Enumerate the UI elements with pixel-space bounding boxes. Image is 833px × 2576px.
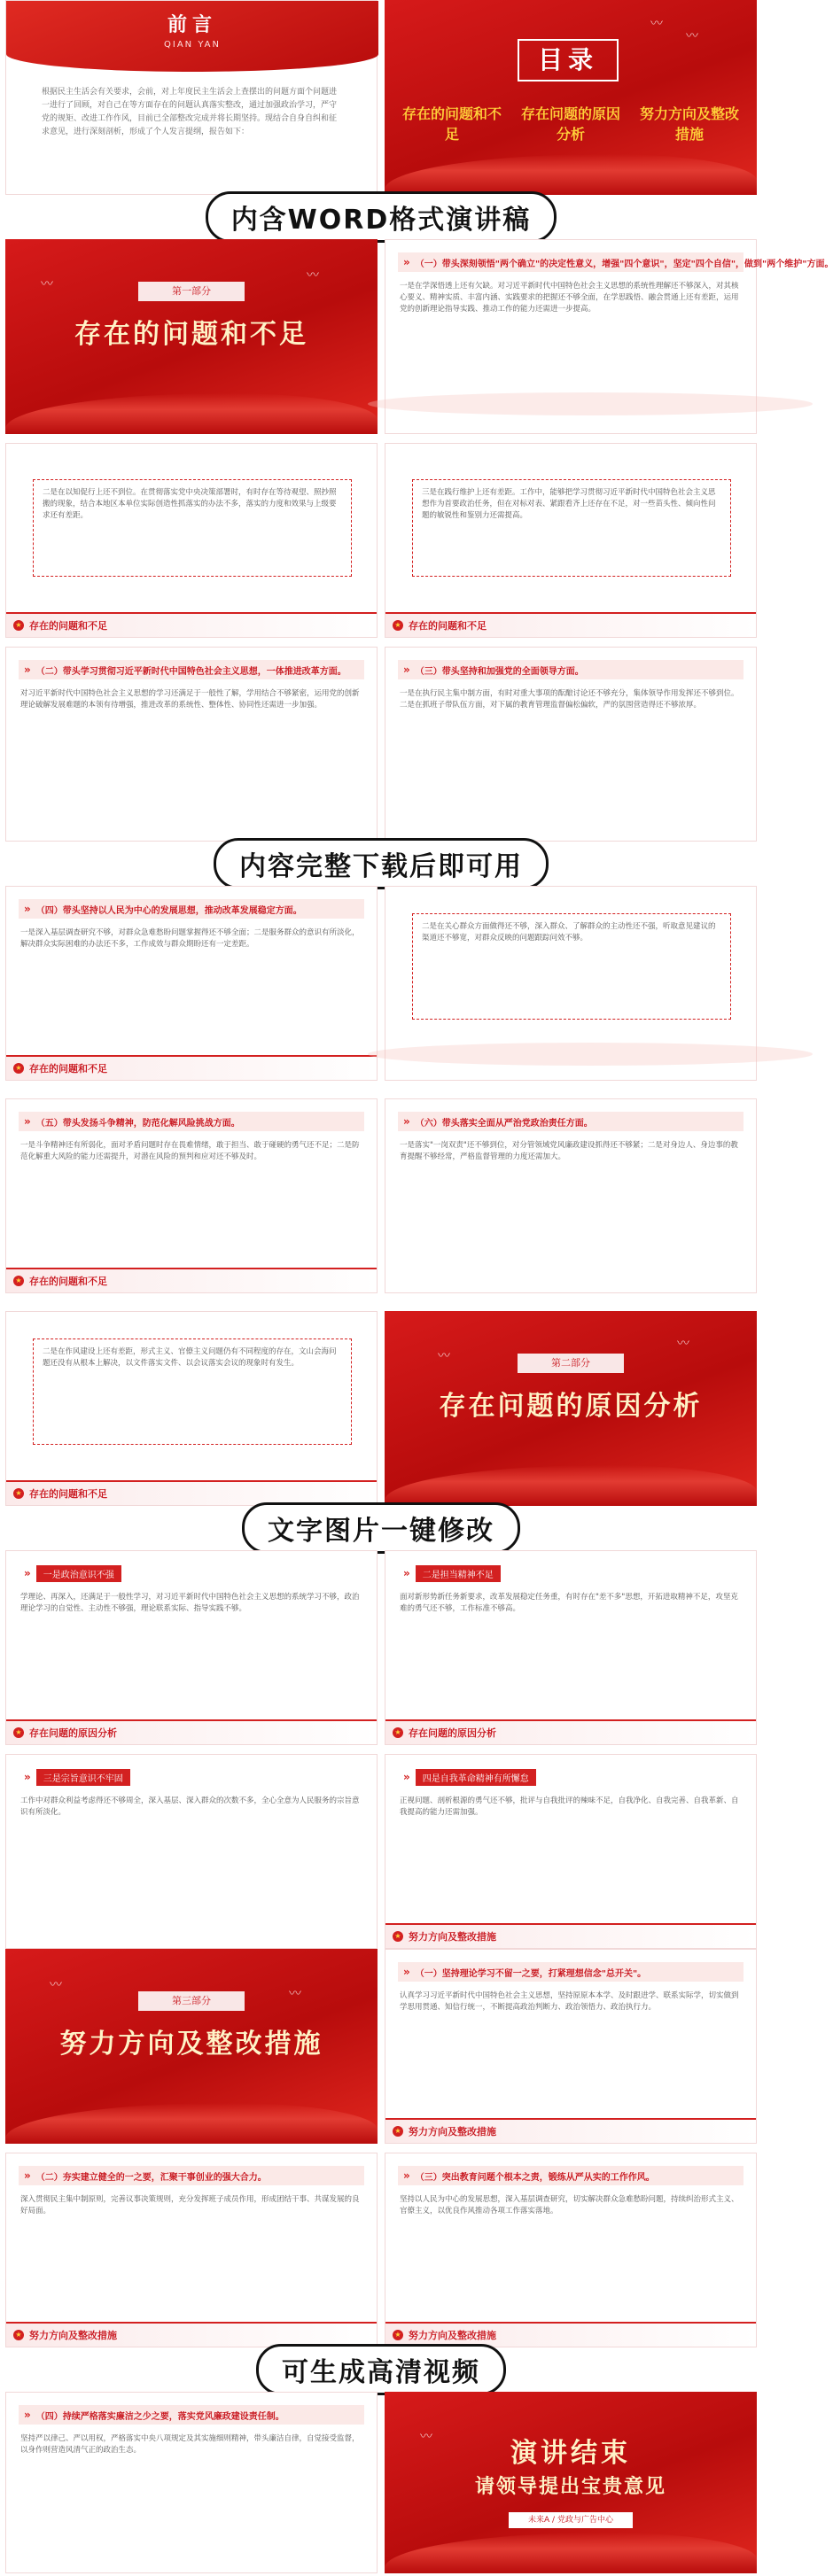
part-label: 第二部分 [518, 1354, 624, 1373]
chevron-icon: » [24, 903, 31, 915]
party-emblem-icon: ★ [13, 1727, 24, 1738]
body-text: 面对新形势新任务新要求，改革发展稳定任务重，有时存在"差不多"思想，开拓进取精神不足，攻坚克难的勇气还不够，工作标准不够高。 [400, 1593, 738, 1613]
section-heading: » （六）带头落实全面从严治党政治责任方面。 [398, 1112, 743, 1131]
toc-slide [385, 0, 757, 195]
slide-footer: ★ 存在的问题和不足 [6, 1055, 377, 1080]
party-emblem-icon: ★ [393, 2126, 403, 2137]
content-slide [385, 239, 833, 434]
wave-decoration [5, 393, 378, 434]
toc-item-1[interactable] [399, 103, 505, 144]
part-title: 存在的问题和不足 [74, 319, 308, 350]
chevron-icon: » [24, 2169, 31, 2182]
toc-item-2[interactable] [518, 103, 624, 144]
dashed-text-box: 二是在以知促行上还不到位。在贯彻落实党中央决策部署时，有时存在等待观望、照抄照搬的现象，结合本地区本单位实际创造性抓落实的办法不多，落实的力度和效果与上级要求还有差距。 [33, 479, 352, 577]
section-heading: » （三）突出教育问题个根本之责，锻练从严从实的工作作风。 [398, 2166, 743, 2185]
toc-item-3[interactable] [636, 103, 743, 144]
body-text: 坚持以人民为中心的发展思想，深入基层调查研究，切实解决群众急难愁盼问题，持续纠治形式主义、官僚主义，以优良作风推动各项工作落实落地。 [400, 2195, 739, 2215]
dashed-text-box: 二是在作风建设上还有差距，形式主义、官僚主义问题仍有不同程度的存在，文山会海问题还没有从根本上解决，以文件落实文件、以会议落实会议的现象时有发生。 [33, 1338, 352, 1445]
chevron-icon: » [24, 1567, 31, 1579]
content-slide [385, 1550, 757, 1745]
body-text: 工作中对群众利益考虑得还不够周全，深入基层、深入群众的次数不多，全心全意为人民服务的宗旨意识有所淡化。 [20, 1796, 360, 1817]
section-heading: » （五）带头发扬斗争精神，防范化解风险挑战方面。 [19, 1112, 364, 1131]
section-heading: » （二）带头学习贯彻习近平新时代中国特色社会主义思想，一体推进改革方面。 [19, 660, 364, 679]
banner-text: 内容完整下载后即可用 [214, 838, 549, 889]
part2-cover [385, 1311, 757, 1506]
chevron-icon: » [403, 663, 410, 676]
promo-banner [0, 1506, 762, 1550]
content-slide [385, 1754, 757, 1949]
slide-footer: ★ 努力方向及整改措施 [385, 1923, 756, 1948]
section-heading: » （一）坚持理论学习不留一之要，打紧理想信念"总开关"。 [398, 1962, 743, 1982]
slide-footer: ★ 存在的问题和不足 [385, 612, 756, 637]
content-slide [385, 1098, 757, 1293]
dashed-text-box: 二是在关心群众方面做得还不够，深入群众、了解群众的主动性还不强，听取意见建议的渠道还不够宽，对群众反映的问题跟踪问效不够。 [412, 913, 731, 1020]
bird-icon: 〰 [289, 1987, 301, 2001]
banner-text: 可生成高清视频 [256, 2344, 506, 2395]
content-slide [5, 1550, 378, 1745]
toc-item-label: 存在的问题和不足 [401, 105, 502, 143]
content-slide [5, 886, 378, 1081]
wave-decoration [368, 1043, 813, 1066]
part-label: 第一部分 [138, 282, 245, 301]
ending-slide [385, 2392, 757, 2573]
content-slide [5, 2153, 378, 2347]
slide-footer: ★ 努力方向及整改措施 [385, 2322, 756, 2347]
body-text: 正视问题、剖析根源的勇气还不够，批评与自我批评的辣味不足，自我净化、自我完善、自我革新、自我提高的能力还需加强。 [400, 1796, 739, 1817]
bird-icon: 〰 [307, 268, 319, 283]
promo-banner [0, 195, 762, 239]
body-text: 认真学习习近平新时代中国特色社会主义思想，坚持原原本本学、及时跟进学、联系实际学，切实做到学思用贯通、知信行统一，不断提高政治判断力、政治领悟力、政治执行力。 [400, 1991, 739, 2012]
part1-cover [5, 239, 378, 434]
ending-title: 演讲结束 [510, 2438, 631, 2469]
toc-title: 目录 [518, 39, 619, 81]
body-text: 一是落实"一岗双责"还不够到位，对分管领域党风廉政建设抓得还不够紧；二是对身边人、身边事的教育提醒不够经常，严格监督管理的力度还需加大。 [400, 1141, 738, 1161]
section-heading: » 四是自我革命精神有所懈怠 [398, 1767, 536, 1787]
content-slide [5, 1098, 378, 1293]
chevron-icon: » [403, 2169, 410, 2182]
body-text: 一是在学深悟透上还有欠缺。对习近平新时代中国特色社会主义思想的系统性理解还不够深入，对其核心要义、精神实质、丰富内涵、实践要求的把握还不够全面，在学思践悟、融会贯通上还有差距，运用党的创新理论指导实践、推动工作的能力还需进一步提高。 [400, 282, 739, 314]
content-slide [385, 2153, 757, 2347]
content-slide [5, 1311, 378, 1506]
bird-icon: 〰 [50, 1978, 62, 1992]
dashed-text-box: 三是在践行维护上还有差距。工作中，能够把学习贯彻习近平新时代中国特色社会主义思想作为首要政治任务，但在对标对表、紧跟看齐上还存在不足，对一些苗头性、倾向性问题的敏锐性和鉴别力还需提高。 [412, 479, 731, 577]
wave-decoration [385, 154, 757, 195]
section-heading: » 三是宗旨意识不牢固 [19, 1767, 130, 1787]
section-heading: » （三）带头坚持和加强党的全面领导方面。 [398, 660, 743, 679]
wave-decoration [368, 392, 813, 415]
chevron-icon: » [24, 663, 31, 676]
body-text: 一是斗争精神还有所弱化，面对矛盾问题时存在畏难情绪，敢于担当、敢于碰硬的勇气还不足；二是防范化解重大风险的能力还需提升，对潜在风险的预判和应对还不够及时。 [20, 1141, 360, 1161]
bird-icon: 〰 [677, 1337, 689, 1351]
content-slide [385, 647, 757, 842]
bird-icon: 〰 [41, 277, 53, 291]
party-emblem-icon: ★ [13, 2330, 24, 2340]
content-slide [5, 647, 378, 842]
chevron-icon: » [24, 2409, 31, 2421]
slide-footer: ★ 存在的问题和不足 [6, 1480, 377, 1505]
banner-text: 文字图片一键修改 [242, 1502, 520, 1554]
ending-subtitle: 请领导提出宝贵意见 [474, 2476, 666, 2498]
party-emblem-icon: ★ [393, 1727, 403, 1738]
promo-banner [0, 842, 762, 886]
wave-decoration [385, 1465, 757, 1506]
wave-decoration [5, 2103, 378, 2144]
ending-note: 未来A / 党政与广告中心 [509, 2512, 633, 2528]
chevron-icon: » [403, 1115, 410, 1128]
party-emblem-icon: ★ [13, 1276, 24, 1286]
section-heading: » （二）夯实建立健全的一之要，汇聚干事创业的强大合力。 [19, 2166, 364, 2185]
content-slide [385, 1949, 757, 2144]
preface-text: 根据民主生活会有关要求，会前，对上年度民主生活会上查摆出的问题方面个问题进一进行了回顾，对自己在等方面存在的问题认真落实整改，通过加强政治学习，严守党的规矩、改进工作作风，目前已全部整改完成并将长期坚持。现结合自身自纠和征求意见，进行深刻剖析，形成了个人发言提纲，报告如下： [42, 88, 338, 136]
section-heading: » （四）带头坚持以人民为中心的发展思想，推动改革发展稳定方面。 [19, 899, 364, 919]
slide-footer: ★ 存在的问题和不足 [6, 612, 377, 637]
body-text: 一是深入基层调查研究不够，对群众急难愁盼问题掌握得还不够全面；二是服务群众的意识有所淡化，解决群众实际困难的办法还不多，工作成效与群众期盼还有一定差距。 [20, 928, 360, 949]
section-heading: » 一是政治意识不强 [19, 1563, 121, 1583]
bird-icon: 〰 [420, 2430, 432, 2444]
part-label: 第三部分 [138, 1991, 245, 2011]
bird-icon: 〰 [438, 1349, 450, 1363]
party-emblem-icon: ★ [393, 1931, 403, 1942]
promo-banner [0, 2347, 762, 2392]
party-emblem-icon: ★ [393, 620, 403, 631]
content-slide [5, 443, 378, 638]
content-slide [385, 886, 757, 1081]
body-text: 坚持严以律己、严以用权，严格落实中央八项规定及其实施细则精神，带头廉洁自律，自觉接受监督，以身作则营造风清气正的政治生态。 [20, 2434, 360, 2455]
chevron-icon: » [403, 1966, 410, 1978]
banner-text: 内含WORD格式演讲稿 [206, 191, 557, 243]
slide-footer: ★ 努力方向及整改措施 [6, 2322, 377, 2347]
chevron-icon: » [403, 1771, 410, 1783]
body-text: 学理论、再深入，还满足于一般性学习，对习近平新时代中国特色社会主义思想的系统学习不够，政治理论学习的自觉性、主动性不够强，理论联系实际、指导实践不够。 [20, 1593, 360, 1613]
chevron-icon: » [24, 1115, 31, 1128]
toc-item-label: 存在问题的原因分析 [520, 105, 620, 143]
content-slide [5, 1754, 378, 1949]
chevron-icon: » [24, 1771, 31, 1783]
body-text: 对习近平新时代中国特色社会主义思想的学习还满足于一般性了解，学用结合不够紧密，运用党的创新理论破解发展难题的本领有待增强，推进改革的系统性、整体性、协同性还需进一步加强。 [20, 689, 360, 710]
section-heading: » 二是担当精神不足 [398, 1563, 501, 1583]
preface-title: 前言 [167, 14, 217, 36]
body-text: 深入贯彻民主集中制原则，完善议事决策规则，充分发挥班子成员作用，形成团结干事、共谋发展的良好局面。 [20, 2195, 360, 2215]
bird-icon: 〰 [650, 17, 663, 31]
part-title: 努力方向及整改措施 [59, 2029, 323, 2060]
party-emblem-icon: ★ [13, 1488, 24, 1499]
section-heading: » （四）持续严格落实廉洁之少之要，落实党风廉政建设责任制。 [19, 2405, 364, 2425]
party-emblem-icon: ★ [393, 2330, 403, 2340]
section-heading: » （一）带头深刻领悟"两个确立"的决定性意义，增强"四个意识"，坚定"四个自信"，做到"两个维护"方面。 [398, 252, 743, 272]
slide-footer: ★ 努力方向及整改措施 [385, 2118, 756, 2143]
chevron-icon: » [403, 1567, 410, 1579]
body-text: 一是在执行民主集中制方面，有时对重大事项的酝酿讨论还不够充分，集体领导作用发挥还不够到位。二是在抓班子带队伍方面，对下属的教育管理监督偏松偏软，严的氛围营造得还不够浓厚。 [400, 689, 739, 710]
content-slide [385, 443, 757, 638]
part-title: 存在问题的原因分析 [439, 1391, 703, 1422]
wave-decoration [385, 2533, 757, 2573]
content-slide [5, 2392, 378, 2573]
slide-footer: ★ 存在问题的原因分析 [385, 1719, 756, 1744]
slide-footer: ★ 存在的问题和不足 [6, 1268, 377, 1292]
part3-cover [5, 1949, 378, 2144]
party-emblem-icon: ★ [13, 1063, 24, 1074]
slide-footer: ★ 存在问题的原因分析 [6, 1719, 377, 1744]
party-emblem-icon: ★ [13, 620, 24, 631]
preface-subtitle: QIAN YAN [164, 40, 221, 50]
toc-item-label: 努力方向及整改措施 [639, 105, 739, 143]
bird-icon: 〰 [686, 29, 698, 43]
preface-slide [5, 0, 378, 195]
chevron-icon: » [403, 256, 410, 268]
